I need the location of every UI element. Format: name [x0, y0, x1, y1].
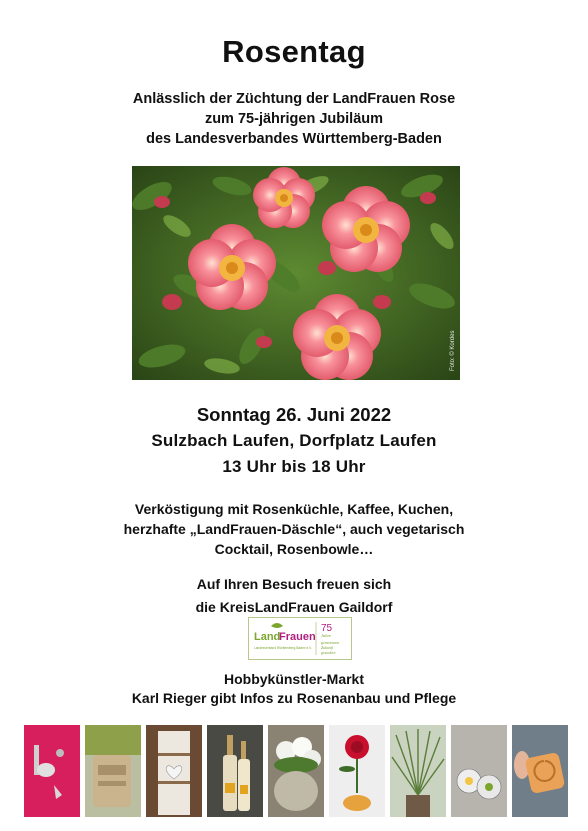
logo-tagline-2: Zukunft — [321, 645, 334, 650]
food-line-1: Verköstigung mit Rosenküchle, Kaffee, Kuchen, — [134, 501, 454, 517]
rose-photo — [132, 166, 460, 380]
intro-text — [0, 89, 588, 149]
food-line-3: Cocktail, Rosenbowle… — [214, 541, 374, 557]
thumb-soap-bar — [85, 725, 141, 817]
logo-tagline-3: gestalten — [321, 650, 336, 655]
photo-credit: Foto: © Kordes — [450, 330, 456, 371]
thumb-cutlery-jewelry — [24, 725, 80, 817]
visit-text — [0, 573, 588, 619]
logo-tagline-1: gemeinsam — [321, 640, 339, 645]
leaf-icon — [271, 623, 283, 628]
event-time: 13 Uhr bis 18 Uhr — [222, 457, 366, 476]
logo-years: 75 — [321, 623, 333, 634]
thumb-red-rose — [329, 725, 385, 817]
logo-subline: Landesverband Württemberg-Baden e.V. — [254, 646, 312, 650]
photo-strip — [24, 725, 570, 820]
thumb-flower-bowl — [268, 725, 324, 817]
visit-line-1: Auf Ihren Besuch freuen sich — [196, 576, 392, 592]
thumb-liqueur-bottles — [207, 725, 263, 817]
intro-line-2: zum 75-jährigen Jubiläum — [204, 111, 384, 127]
logo-years-word: Jahre — [321, 633, 332, 638]
intro-line-1: Anlässlich der Züchtung der LandFrauen Rose — [132, 91, 456, 107]
food-line-2: herzhafte „LandFrauen-Däschle“, auch vegetarisch — [123, 521, 465, 537]
thumb-paper-flowers — [451, 725, 507, 817]
market-line-2: Karl Rieger gibt Infos zu Rosenanbau und Pflege — [131, 690, 457, 706]
landfrauen-logo — [248, 617, 352, 660]
thumb-ornamental-grass — [390, 725, 446, 817]
food-text — [0, 499, 588, 559]
intro-line-3: des Landesverbandes Württemberg-Baden — [146, 131, 442, 147]
market-line-1: Hobbykünstler-Markt — [223, 671, 365, 687]
page-title: Rosentag — [222, 34, 366, 69]
logo-brand-left: Land — [254, 631, 281, 643]
logo-brand-right: Frauen — [279, 631, 316, 643]
thumb-shell-soap — [512, 725, 568, 817]
event-date: Sonntag 26. Juni 2022 — [196, 404, 392, 425]
visit-line-2: die KreisLandFrauen Gaildorf — [195, 599, 393, 615]
thumb-wooden-heart — [146, 725, 202, 817]
event-place: Sulzbach Laufen, Dorfplatz Laufen — [151, 431, 437, 450]
market-text — [0, 670, 588, 708]
